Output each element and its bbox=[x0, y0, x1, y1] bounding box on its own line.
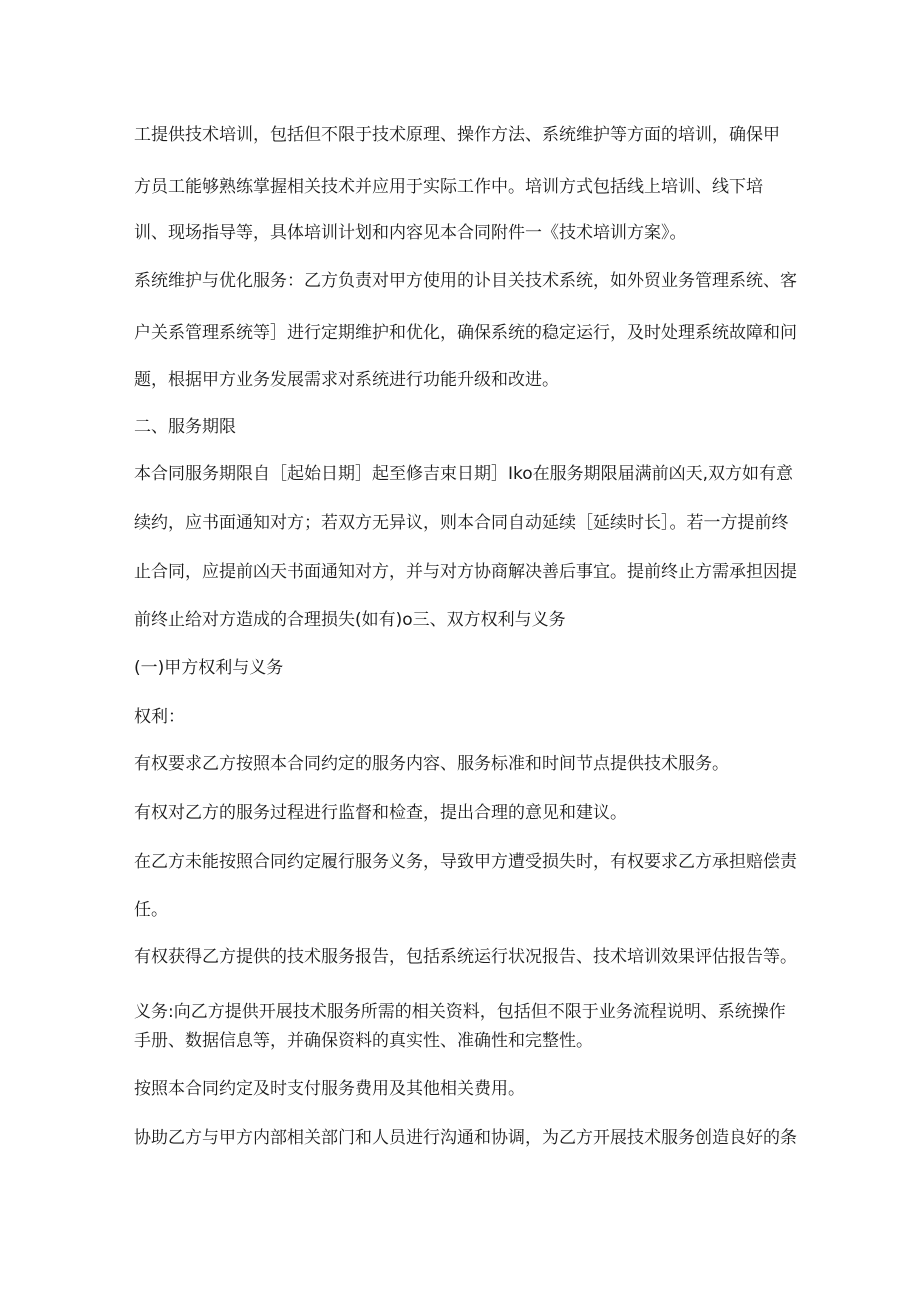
text-line: 协助乙方与甲方内部相关部门和人员进行沟通和协调，为乙方开展技术服务创造良好的条 bbox=[134, 1128, 797, 1148]
text-line: 有权对乙方的服务过程进行监督和检查，提出合理的意见和建议。 bbox=[134, 803, 627, 823]
text-line: 手册、数据信息等，并确保资料的真实性、准确性和完整性。 bbox=[134, 1031, 593, 1051]
text-line: 有权要求乙方按照本合同约定的服务内容、服务标准和时间节点提供技术服务。 bbox=[134, 754, 729, 774]
text-line: 工提供技术培训，包括但不限于技术原理、操作方法、系统维护等方面的培训，确保甲 bbox=[134, 125, 780, 145]
text-line: 前终止给对方造成的合理损失(如有)o三、双方权利与义务 bbox=[134, 610, 566, 630]
text-line: 任。 bbox=[134, 900, 168, 920]
text-line: 在乙方未能按照合同约定履行服务义务，导致甲方遭受损失时，有权要求乙方承担赔偿责 bbox=[134, 852, 797, 872]
subsection-heading: (一)甲方权利与义务 bbox=[134, 658, 284, 678]
text-line: 训、现场指导等，具体培训计划和内容见本合同附件一《技术培训方案》。 bbox=[134, 223, 687, 243]
text-line: 义务:向乙方提供开展技术服务所需的相关资料，包括但不限于业务流程说明、系统操作 bbox=[134, 1002, 786, 1022]
text-line: 按照本合同约定及时支付服务费用及其他相关费用。 bbox=[134, 1079, 525, 1099]
text-line: 题，根据甲方业务发展需求对系统进行功能升级和改进。 bbox=[134, 370, 559, 390]
text-line: 户关系管理系统等］进行定期维护和优化，确保系统的稳定运行，及时处理系统故障和问 bbox=[134, 323, 797, 343]
text-line: 方员工能够熟练掌握相关技术并应用于实际工作中。培训方式包括线上培训、线下培 bbox=[134, 177, 763, 197]
text-line: 权利： bbox=[134, 707, 185, 727]
text-line: 有权获得乙方提供的技术服务报告，包括系统运行状况报告、技术培训效果评估报告等。 bbox=[134, 947, 797, 967]
text-line: 本合同服务期限自［起始日期］起至修吉束日期］Iko在服务期限届满前凶天,双方如有意 bbox=[134, 464, 794, 484]
section-heading: 二、服务期限 bbox=[134, 417, 236, 437]
text-line: 止合同，应提前凶天书面通知对方，并与对方协商解决善后事宜。提前终止方需承担因提 bbox=[134, 562, 797, 582]
text-line: 系统维护与优化服务：乙方负责对甲方使用的讣目关技术系统，如外贸业务管理系统、客 bbox=[134, 271, 797, 291]
text-line: 续约，应书面通知对方；若双方无异议，则本合同自动延续［延续时长］。若一方提前终 bbox=[134, 513, 789, 533]
